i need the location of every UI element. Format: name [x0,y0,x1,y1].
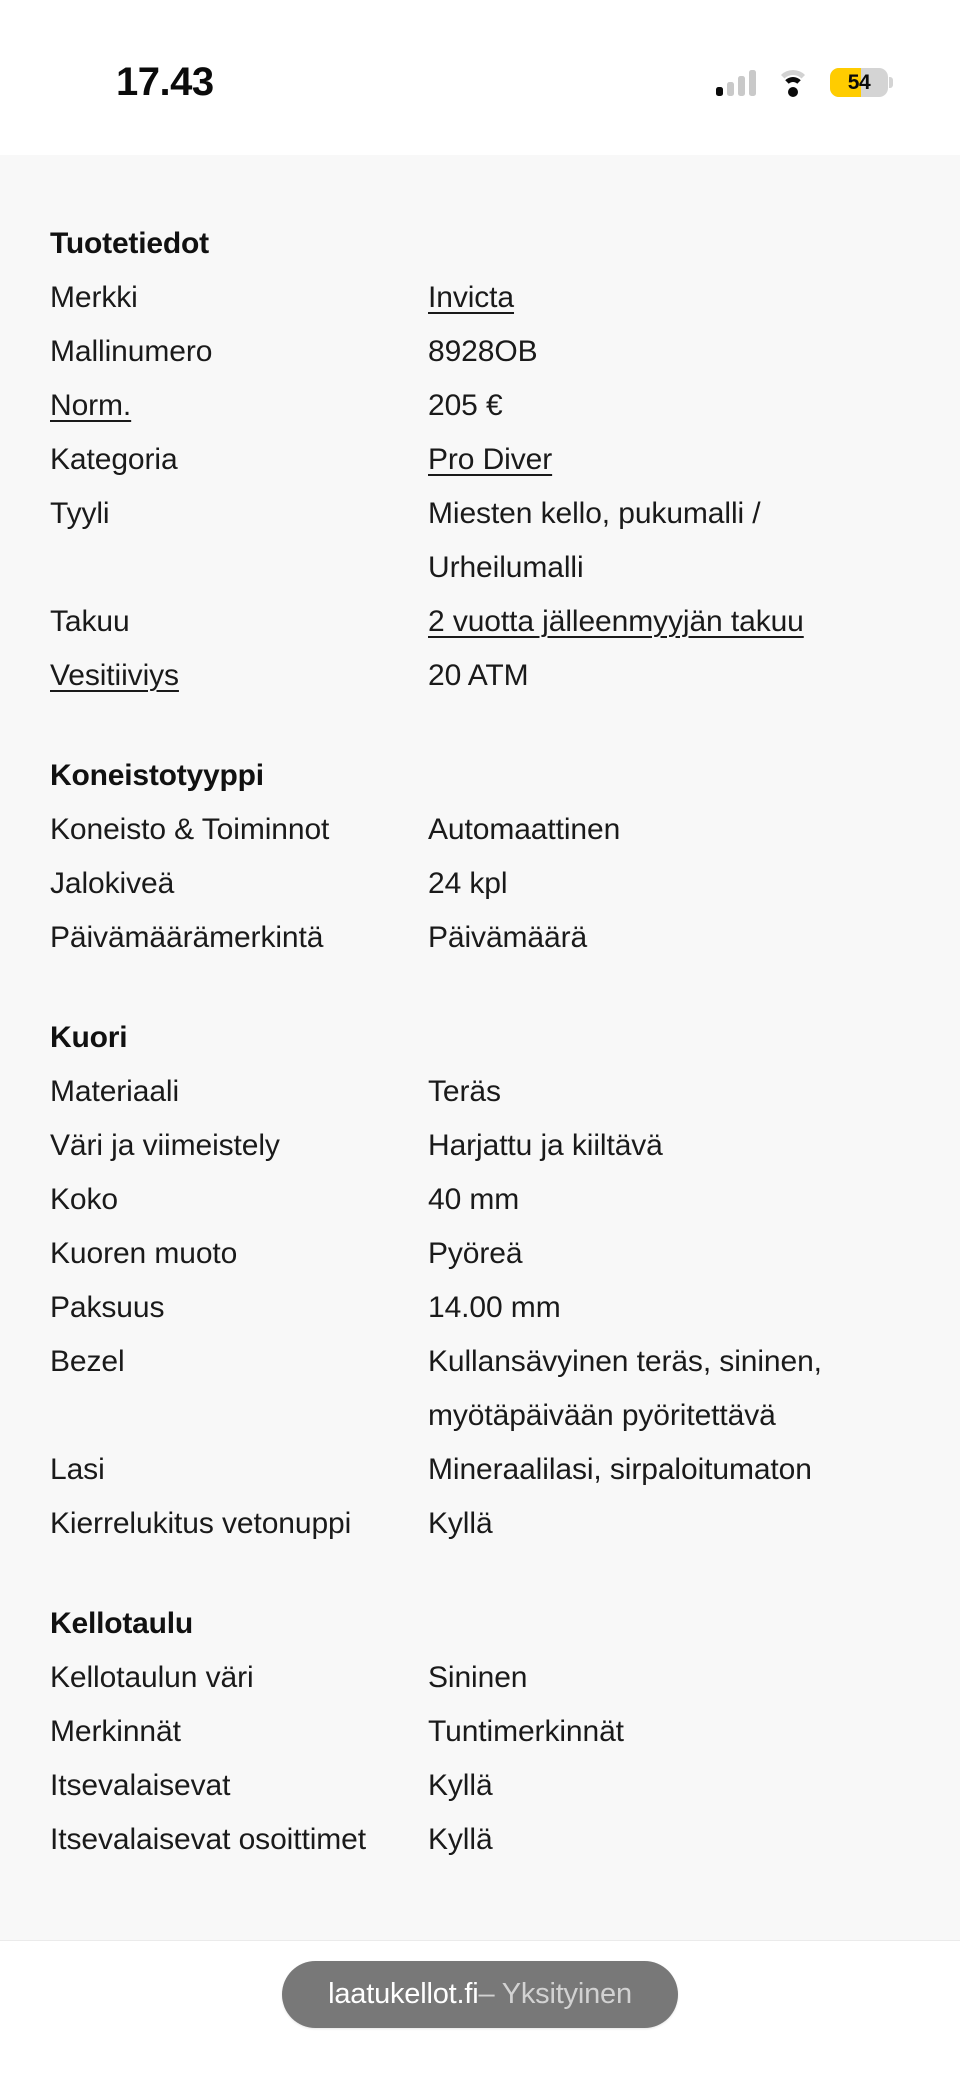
spec-row [50,379,910,433]
status-bar [0,0,960,155]
spec-row [50,1443,910,1497]
specification-list [0,155,960,1867]
spec-value: Kyllä [428,1507,493,1540]
wifi-icon [776,70,810,96]
spec-label: Paksuus [50,1291,165,1324]
spec-label: Itsevalaisevat osoittimet [50,1823,366,1856]
spec-value: Mineraalilasi, sirpaloitumaton [428,1453,812,1486]
spec-row [50,1497,910,1551]
spec-row [50,1335,910,1443]
spec-label: Päivämäärämerkintä [50,921,324,954]
spec-row [50,1281,910,1335]
spec-value-link[interactable]: Invicta [428,281,515,314]
address-bar-host: laatukellot.fi [328,1978,479,2010]
spec-label: Kategoria [50,443,178,476]
spec-value: 24 kpl [428,867,508,900]
spec-label: Lasi [50,1453,105,1486]
spec-label: Kuoren muoto [50,1237,238,1270]
spec-value: Pyöreä [428,1237,523,1270]
spec-label: Merkki [50,281,138,314]
spec-value: Kyllä [428,1769,493,1802]
spec-label-link[interactable]: Vesitiiviys [50,659,179,692]
spec-row [50,271,910,325]
spec-value: Harjattu ja kiiltävä [428,1129,663,1162]
group-title: Koneistotyyppi [50,759,264,792]
spec-label: Tyyli [50,497,110,530]
spec-row [50,433,910,487]
address-bar[interactable] [282,1961,678,2028]
group-title: Tuotetiedot [50,227,209,260]
spec-label: Kellotaulun väri [50,1661,254,1694]
spec-row [50,487,910,595]
spec-label: Bezel [50,1345,125,1378]
spec-group-kellotaulu [50,1597,910,1867]
spec-row [50,1705,910,1759]
spec-value: 40 mm [428,1183,520,1216]
battery-percent-label: 54 [847,70,871,94]
spec-label: Merkinnät [50,1715,181,1748]
battery-icon [830,68,888,97]
spec-row [50,325,910,379]
spec-row [50,1227,910,1281]
spec-row [50,1759,910,1813]
spec-row [50,595,910,649]
spec-label: Koneisto & Toiminnot [50,813,330,846]
spec-group-tuotetiedot [50,217,910,703]
spec-value: Kullansävyinen teräs, sininen, myötäpäivään pyöritettävä [428,1345,822,1432]
spec-row [50,1813,910,1867]
spec-value: Miesten kello, pukumalli / Urheilumalli [428,497,761,584]
spec-label: Takuu [50,605,130,638]
spec-value: Sininen [428,1661,528,1694]
group-title: Kellotaulu [50,1607,194,1640]
spec-value-link[interactable]: 2 vuotta jälleenmyyjän takuu [428,605,804,638]
spec-value: Kyllä [428,1823,493,1856]
status-time: 17.43 [116,59,214,104]
spec-group-kuori [50,1011,910,1551]
spec-label: Mallinumero [50,335,213,368]
spec-value: Teräs [428,1075,501,1108]
spec-row [50,1065,910,1119]
spec-row [50,649,910,703]
spec-label: Koko [50,1183,118,1216]
spec-row [50,1651,910,1705]
spec-value: 20 ATM [428,659,529,692]
spec-label: Kierrelukitus vetonuppi [50,1507,352,1540]
spec-label: Väri ja viimeistely [50,1129,280,1162]
browser-bottom-bar [0,1940,960,2081]
spec-value: Päivämäärä [428,921,588,954]
group-title: Kuori [50,1021,128,1054]
spec-value: 8928OB [428,335,538,368]
spec-value: Tuntimerkinnät [428,1715,624,1748]
status-indicators [716,68,888,97]
spec-value-link[interactable]: Pro Diver [428,443,553,476]
spec-row [50,1119,910,1173]
address-bar-private-label: – Yksityinen [478,1978,632,2010]
spec-value: Automaattinen [428,813,621,846]
spec-row [50,803,910,857]
spec-row [50,857,910,911]
spec-group-koneistotyyppi [50,749,910,965]
spec-row [50,1173,910,1227]
spec-label-link[interactable]: Norm. [50,389,132,422]
spec-label: Itsevalaisevat [50,1769,231,1802]
cellular-signal-icon [716,70,756,96]
spec-label: Materiaali [50,1075,180,1108]
spec-row [50,911,910,965]
spec-label: Jalokiveä [50,867,175,900]
spec-value: 14.00 mm [428,1291,561,1324]
spec-value: 205 € [428,389,503,422]
page-content[interactable] [0,155,960,1940]
